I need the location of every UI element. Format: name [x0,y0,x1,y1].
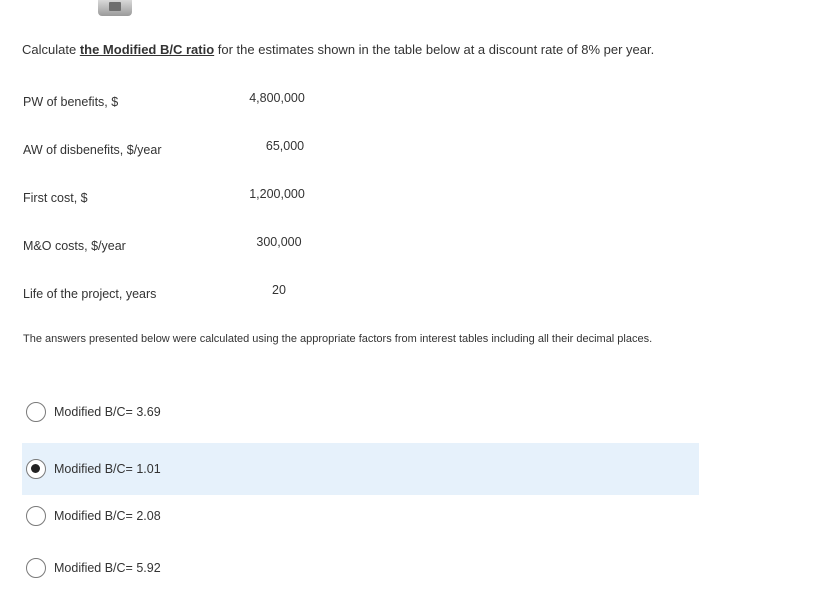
answer-option-label: Modified B/C= 1.01 [54,462,161,476]
table-row-value-pw-benefits: 4,800,000 [249,91,305,105]
answer-note: The answers presented below were calculated using the appropriate factors from interest tables including all their decimal places. [23,333,653,345]
answer-option-label: Modified B/C= 2.08 [54,509,161,523]
table-row-label-pw-benefits: PW of benefits, $ [23,95,119,109]
table-row-value-mo-costs: 300,000 [256,235,302,249]
radio-button[interactable] [26,506,46,526]
question-emphasis: the Modified B/C ratio [79,42,215,57]
answer-option-3[interactable] [22,491,699,541]
table-row-value-life: 20 [272,283,286,297]
table-row-value-first-cost: 1,200,000 [249,187,305,201]
question-prefix: Calculate [22,42,80,57]
question-suffix: for the estimates shown in the table below at a discount rate of 8% per year. [214,42,655,57]
table-row-label-first-cost: First cost, $ [23,191,88,205]
answer-option-4[interactable] [22,543,699,593]
table-row-label-life: Life of the project, years [23,287,157,301]
question-text [22,41,654,59]
table-row-value-aw-disbenefits: 65,000 [265,139,305,153]
image-detail [109,2,121,11]
question-image-fragment [98,0,132,16]
answer-option-1[interactable] [22,387,699,437]
radio-button[interactable] [26,558,46,578]
answer-option-label: Modified B/C= 3.69 [54,405,161,419]
table-row-label-mo-costs: M&O costs, $/year [23,239,126,253]
radio-button-selected[interactable] [26,459,46,479]
answer-option-2[interactable] [22,443,699,495]
table-row-label-aw-disbenefits: AW of disbenefits, $/year [23,143,162,157]
radio-button[interactable] [26,402,46,422]
answer-option-label: Modified B/C= 5.92 [54,561,161,575]
